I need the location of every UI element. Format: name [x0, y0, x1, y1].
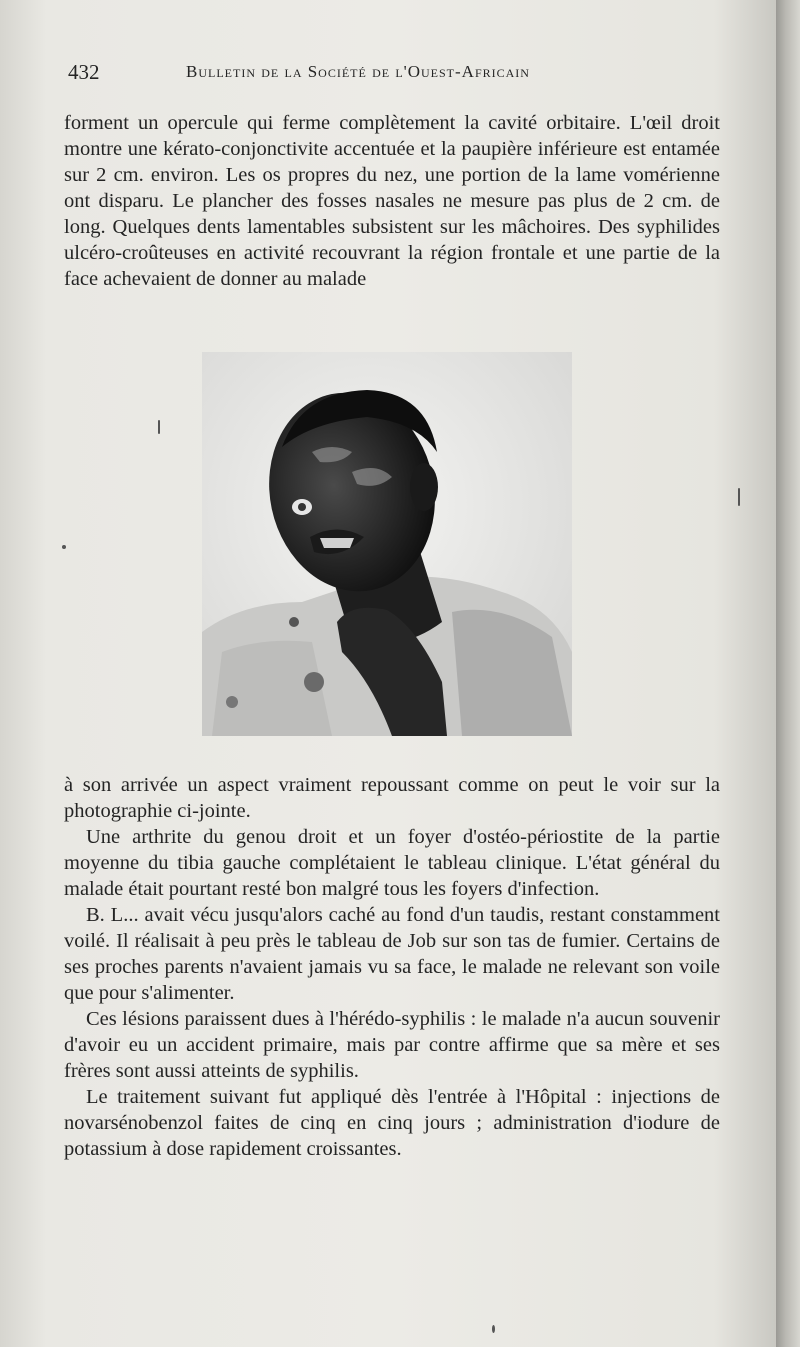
running-head: Bulletin de la Société de l'Ouest-Africain	[186, 62, 530, 81]
page-header	[68, 60, 718, 90]
paragraph: forment un opercule qui ferme complètement la cavité orbitaire. L'œil droit montre une kérato-conjonctivite accentuée et la paupière inférieure est entamée sur 2 cm. environ. Les os propres du nez, une portion de la lame vomérienne ont disparu. Le plancher des fosses nasales ne mesure pas plus de 2 cm. de long. Quelques dents lamentables subsistent sur les mâchoires. Des syphilides ulcéro-croûteuses en activité recouvrant la région frontale et une partie de la face achevaient de donner au malade	[64, 112, 720, 290]
paragraph: Ces lésions paraissent dues à l'hérédo-syphilis : le malade n'a aucun souvenir d'avoir eu un accident primaire, mais par contre affirme que sa mère et ses frères sont aussi atteints de syphilis.	[64, 1008, 720, 1082]
body-text-bottom	[64, 772, 720, 1162]
body-text-top	[64, 110, 720, 292]
paragraph: Le traitement suivant fut appliqué dès l'entrée à l'Hôpital : injections de novarsénobenzol faites de cinq en cinq jours ; administration d'iodure de potassium à dose rapidement croissantes.	[64, 1086, 720, 1160]
patient-photograph	[202, 352, 572, 736]
paragraph: Une arthrite du genou droit et un foyer d'ostéo-périostite de la partie moyenne du tibia gauche complétaient le tableau clinique. L'état général du malade était pourtant resté bon malgré tous les foyers d'infection.	[64, 826, 720, 900]
page-number: 432	[68, 60, 100, 84]
paragraph: à son arrivée un aspect vraiment repoussant comme on peut le voir sur la photographie ci-jointe.	[64, 774, 720, 822]
paragraph: B. L... avait vécu jusqu'alors caché au fond d'un taudis, restant constamment voilé. Il réalisait à peu près le tableau de Job sur son tas de fumier. Certains de ses proches parents n'avaient jamais vu sa face, le malade ne relevant son voile que pour s'alimenter.	[64, 904, 720, 1004]
page-edge	[776, 0, 800, 1347]
